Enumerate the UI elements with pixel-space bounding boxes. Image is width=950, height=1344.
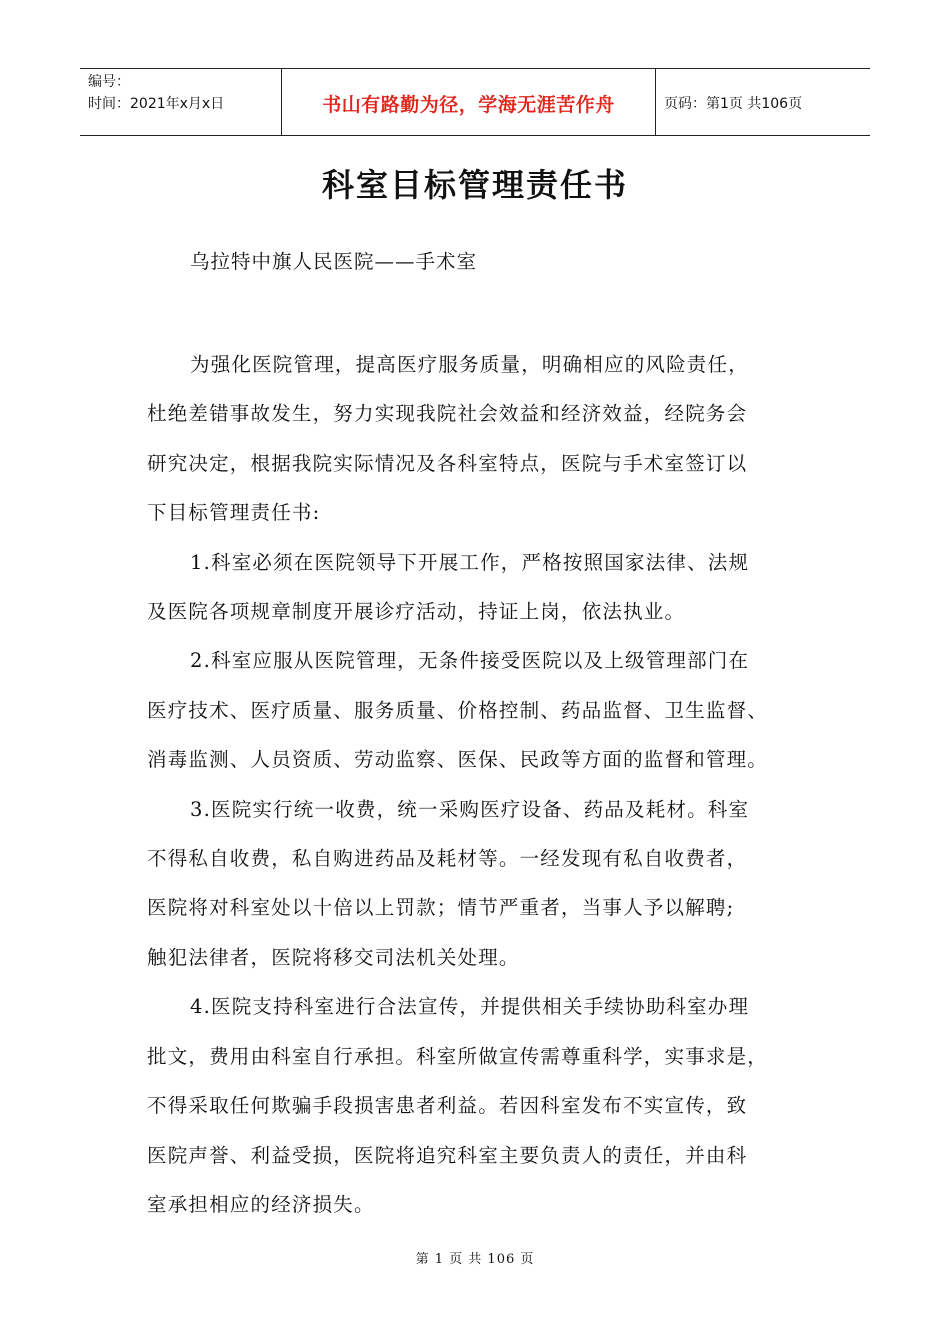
header-table xyxy=(80,68,870,136)
body-line: 研究决定，根据我院实际情况及各科室特点，医院与手术室签订以 xyxy=(147,451,748,475)
document-body xyxy=(147,340,827,1229)
page-footer: 第 1 页 共 106 页 xyxy=(415,1252,535,1267)
document-date: 时间：2021年x月x日 xyxy=(88,96,225,112)
body-line: 不得私自收费，私自购进药品及耗材等。一经发现有私自收费者， xyxy=(147,847,748,871)
body-line: 医疗技术、医疗质量、服务质量、价格控制、药品监督、卫生监督、 xyxy=(147,698,769,722)
body-line: 医院声誉、利益受损，医院将追究科室主要负责人的责任，并由科 xyxy=(147,1143,748,1167)
body-line: 及医院各项规章制度开展诊疗活动，持证上岗，依法执业。 xyxy=(147,600,686,624)
body-line: 下目标管理责任书: xyxy=(147,501,321,525)
document-subtitle: 乌拉特中旗人民医院——手术室 xyxy=(190,250,478,273)
body-line: 触犯法律者，医院将移交司法机关处理。 xyxy=(147,945,520,969)
body-line: 4.医院支持科室进行合法宣传，并提供相关手续协助科室办理 xyxy=(190,995,750,1019)
body-line: 消毒监测、人员资质、劳动监察、医保、民政等方面的监督和管理。 xyxy=(147,748,769,772)
body-line: 医院将对科室处以十倍以上罚款；情节严重者，当事人予以解聘; xyxy=(147,896,735,920)
header-meta-cell xyxy=(80,69,282,135)
document-number-label: 编号： xyxy=(88,74,130,90)
body-line: 批文，费用由科室自行承担。科室所做宣传需尊重科学，实事求是， xyxy=(147,1044,769,1068)
header-motto: 书山有路勤为径，学海无涯苦作舟 xyxy=(322,93,615,116)
body-line: 1.科室必须在医院领导下开展工作，严格按照国家法律、法规 xyxy=(190,550,750,574)
header-page-cell xyxy=(656,69,870,135)
body-line: 不得采取任何欺骗手段损害患者利益。若因科室发布不实宣传，致 xyxy=(147,1094,748,1118)
body-line: 室承担相应的经济损失。 xyxy=(147,1192,375,1216)
body-line: 杜绝差错事故发生，努力实现我院社会效益和经济效益，经院务会 xyxy=(147,402,748,426)
body-line: 2.科室应服从医院管理，无条件接受医院以及上级管理部门在 xyxy=(190,649,750,673)
body-line: 为强化医院管理，提高医疗服务质量，明确相应的风险责任， xyxy=(190,353,749,376)
header-page-info: 页码：第1页 共106页 xyxy=(664,96,803,112)
header-motto-cell xyxy=(282,69,656,135)
body-line: 3.医院实行统一收费，统一采购医疗设备、药品及耗材。科室 xyxy=(190,797,750,821)
document-title: 科室目标管理责任书 xyxy=(321,166,628,204)
